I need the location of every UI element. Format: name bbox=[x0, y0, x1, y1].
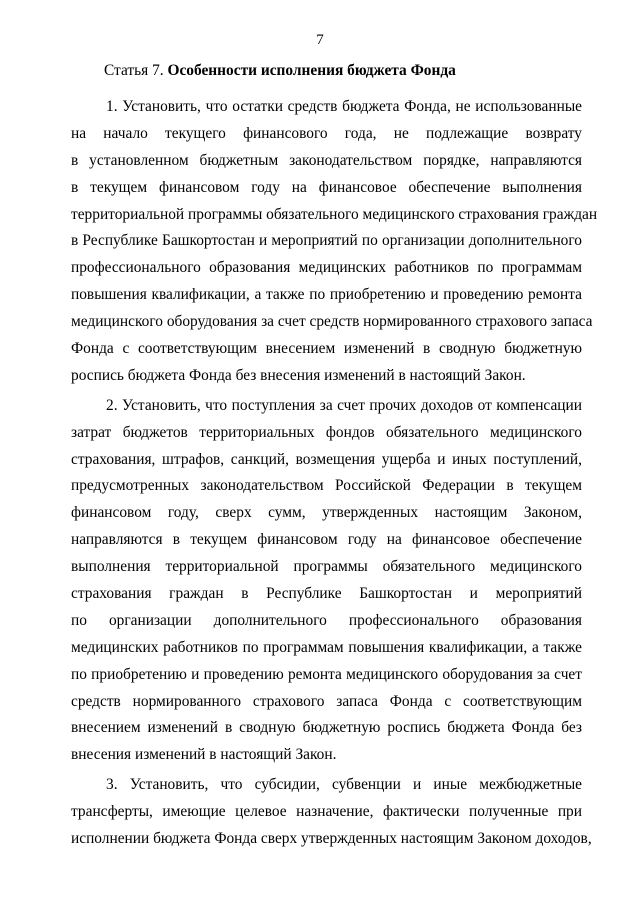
paragraph-line: затрат бюджетов территориальных фондов обязательного медицинского bbox=[71, 423, 582, 441]
paragraph-3 bbox=[71, 772, 592, 853]
paragraph-line: исполнении бюджета Фонда сверх утвержденных настоящим Законом доходов, bbox=[71, 830, 592, 848]
paragraph-line: 1. Установить, что остатки средств бюджета Фонда, не использованные bbox=[106, 98, 582, 115]
paragraph-line: по приобретению и проведению ремонта медицинского оборудования за счет bbox=[71, 665, 582, 683]
paragraph-line: Фонда с соответствующим внесением изменений в сводную бюджетную bbox=[71, 340, 582, 358]
article-label: Статья 7. bbox=[104, 62, 164, 79]
paragraph-line: медицинского оборудования за счет средств нормированного страхового запаса bbox=[71, 313, 593, 331]
paragraph-line: выполнения территориальной программы обязательного медицинского bbox=[71, 558, 582, 576]
paragraph-line: в установленном бюджетным законодательством порядке, направляются bbox=[71, 151, 582, 169]
paragraph-line: средств нормированного страхового запаса Фонда с соответствующим bbox=[71, 692, 582, 710]
page-number: 7 bbox=[316, 32, 324, 48]
paragraph-line: профессионального образования медицинских работников по программам bbox=[71, 259, 582, 277]
paragraph-line: роспись бюджета Фонда без внесения изменений в настоящий Закон. bbox=[71, 366, 526, 384]
paragraph-line: территориальной программы обязательного медицинского страхования граждан bbox=[71, 205, 598, 223]
article-title: Особенности исполнения бюджета Фонда bbox=[167, 62, 456, 79]
paragraph-line: 2. Установить, что поступления за счет прочих доходов от компенсации bbox=[106, 396, 582, 414]
paragraph-line: 3. Установить, что субсидии, субвенции и иные межбюджетные bbox=[106, 776, 582, 794]
paragraph-line: в текущем финансовом году на финансовое обеспечение выполнения bbox=[71, 178, 582, 196]
paragraph-line: страхования граждан в Республике Башкортостан и мероприятий bbox=[71, 585, 582, 603]
paragraph-line: предусмотренных законодательством Российской Федерации в текущем bbox=[71, 477, 582, 495]
paragraph-line: медицинских работников по программам повышения квалификации, а также bbox=[71, 638, 582, 656]
article-heading bbox=[104, 61, 456, 81]
paragraph-2 bbox=[71, 393, 582, 769]
article-body bbox=[71, 94, 598, 853]
paragraph-line: внесения изменений в настоящий Закон. bbox=[71, 746, 337, 764]
paragraph-line: в Республике Башкортостан и мероприятий по организации дополнительного bbox=[71, 232, 582, 250]
paragraph-line: финансовом году, сверх сумм, утвержденных настоящим Законом, bbox=[71, 504, 582, 522]
paragraph-line: повышения квалификации, а также по приобретению и проведению ремонта bbox=[71, 286, 582, 304]
paragraph-1 bbox=[71, 94, 598, 390]
paragraph-line: на начало текущего финансового года, не подлежащие возврату bbox=[71, 124, 582, 142]
paragraph-line: по организации дополнительного профессионального образования bbox=[71, 611, 582, 629]
paragraph-line: страхования, штрафов, санкций, возмещения ущерба и иных поступлений, bbox=[71, 450, 582, 468]
paragraph-line: трансферты, имеющие целевое назначение, фактически полученные при bbox=[71, 803, 582, 821]
paragraph-line: направляются в текущем финансовом году на финансовое обеспечение bbox=[71, 531, 582, 549]
paragraph-line: внесением изменений в сводную бюджетную роспись бюджета Фонда без bbox=[71, 719, 582, 737]
